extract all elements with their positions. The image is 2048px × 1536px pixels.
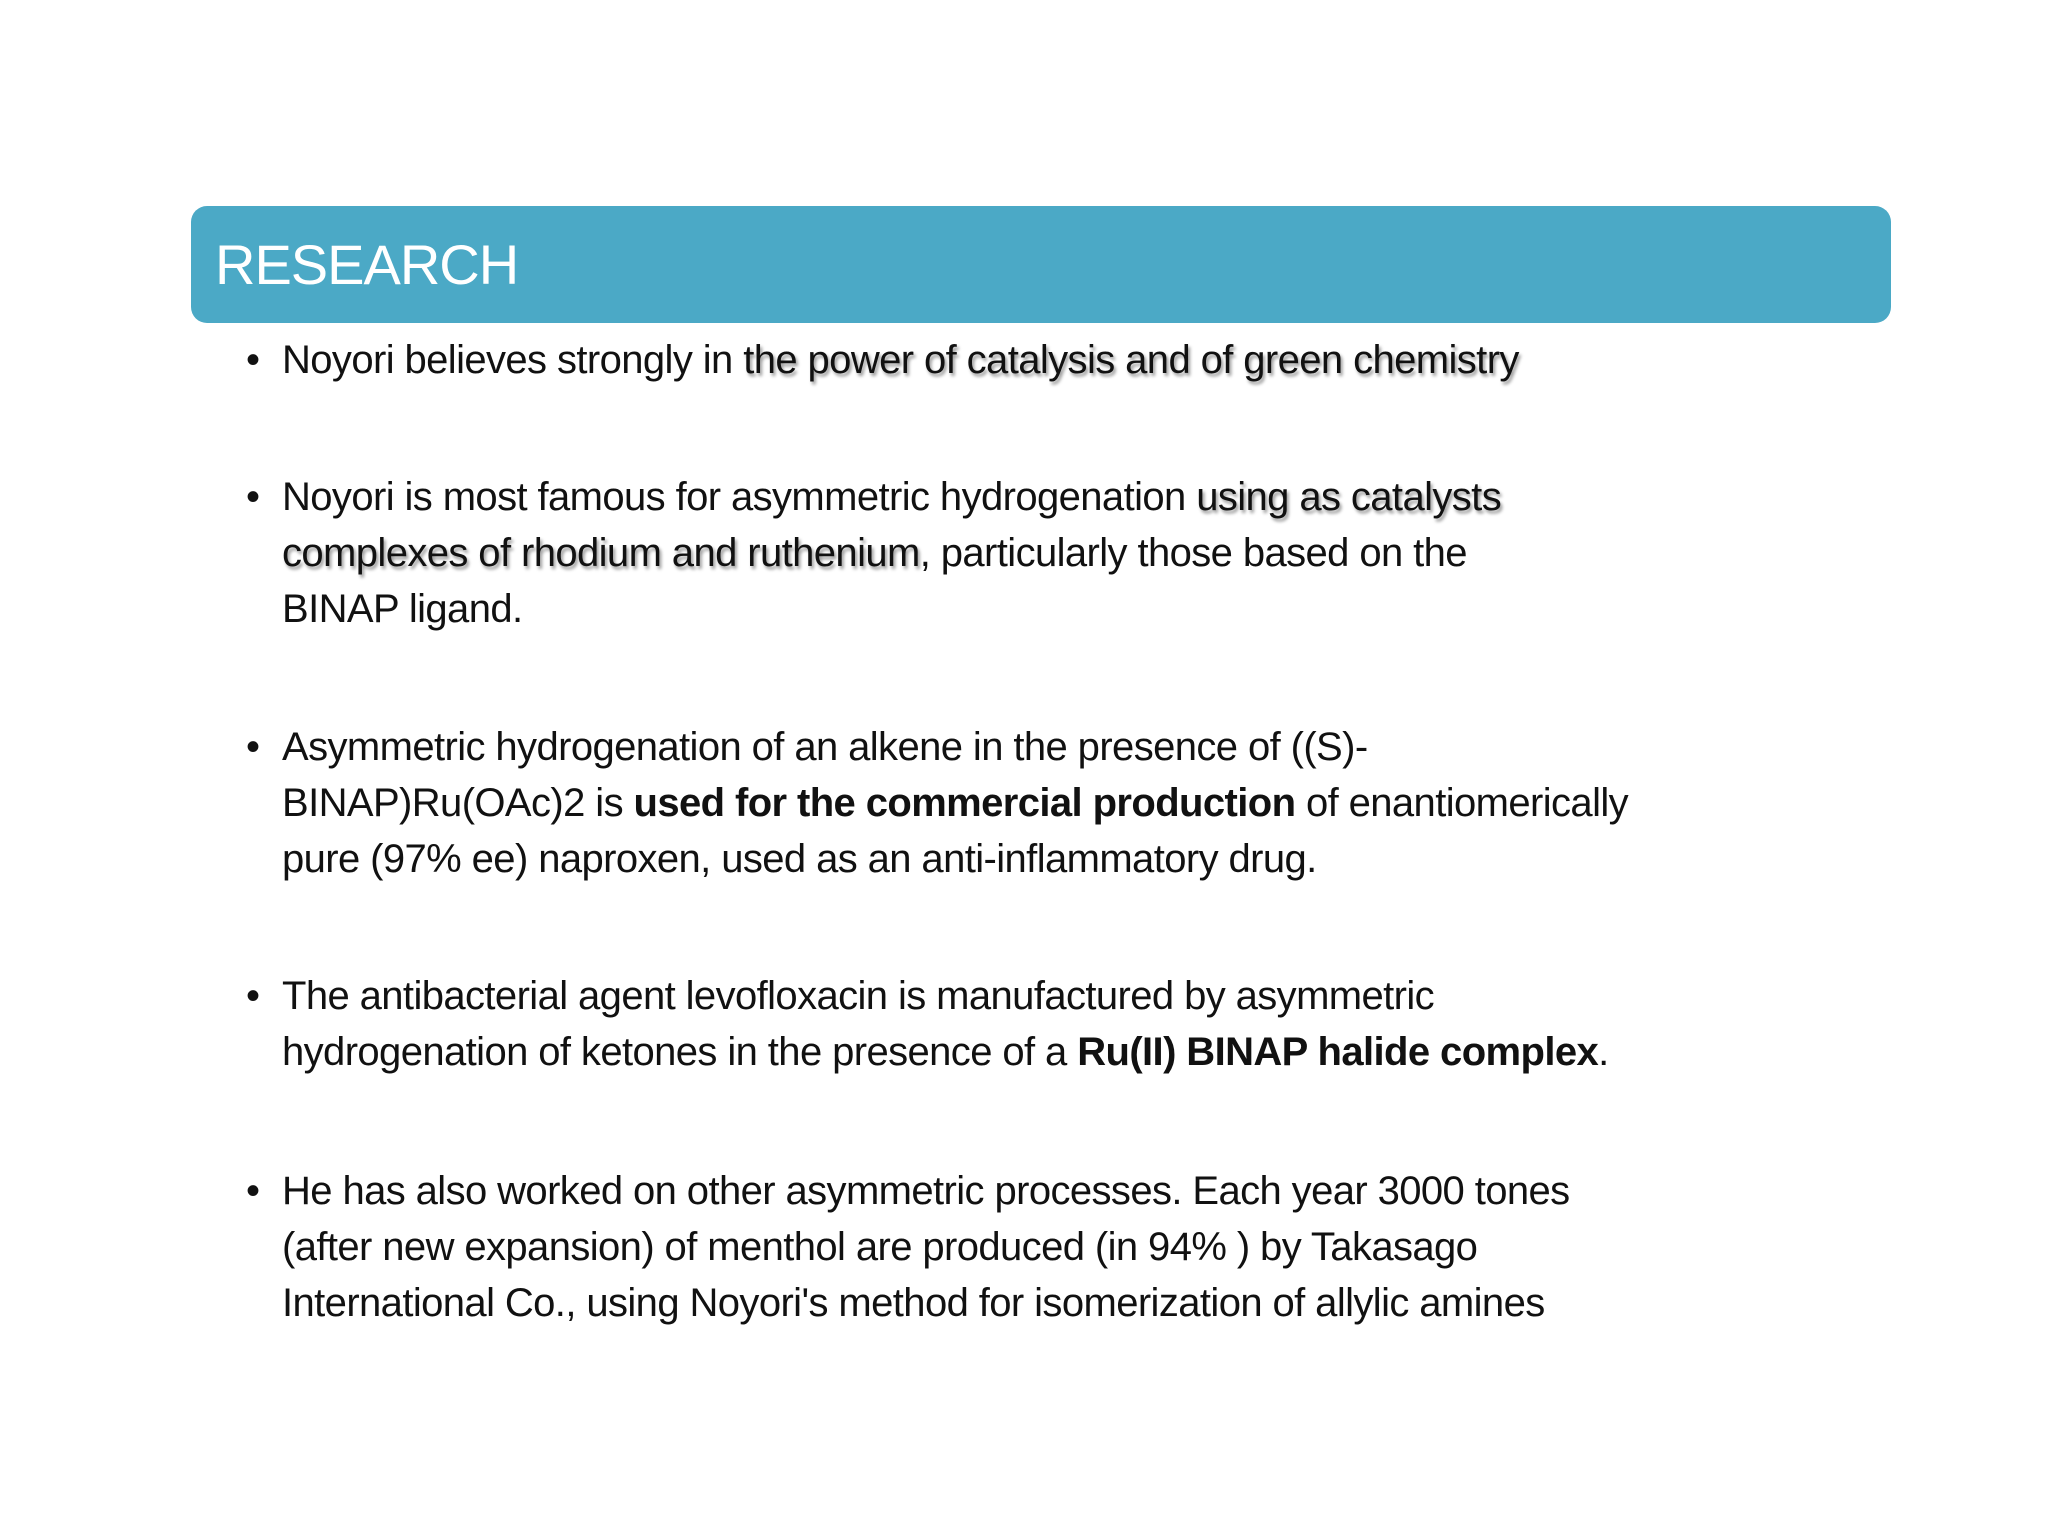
text-segment: BINAP ligand. <box>282 587 523 631</box>
bullet-line <box>282 332 1886 388</box>
bullet-line <box>282 1024 1886 1080</box>
bullet-line <box>282 719 1886 775</box>
text-segment: Asymmetric hydrogenation of an alkene in the presence of ((S)- <box>282 725 1368 769</box>
text-segment: Noyori believes strongly in <box>282 338 744 382</box>
text-segment: BINAP)Ru(OAc)2 is <box>282 781 634 825</box>
bullet-item <box>246 469 1886 637</box>
text-segment: , particularly those based on the <box>919 531 1467 575</box>
text-segment: International Co., using Noyori's method for isomerization of allylic amines <box>282 1281 1545 1325</box>
bullet-icon: • <box>246 1169 261 1213</box>
bullet-item <box>246 1163 1886 1331</box>
section-title: RESEARCH <box>215 233 519 296</box>
bullet-line <box>282 1219 1886 1275</box>
bullet-icon: • <box>246 475 261 519</box>
text-segment: Noyori is most famous for asymmetric hydrogenation <box>282 475 1197 519</box>
text-segment: (after new expansion) of menthol are produced (in 94% ) by Takasago <box>282 1225 1478 1269</box>
bullet-line <box>282 775 1886 831</box>
text-segment: He has also worked on other asymmetric processes. Each year 3000 tones <box>282 1169 1570 1213</box>
bullet-item <box>246 719 1886 887</box>
bullet-line <box>282 469 1886 525</box>
bullet-icon: • <box>246 974 261 1018</box>
bold-text: used for the commercial production <box>633 781 1296 825</box>
highlighted-text: the power of catalysis and of green chemistry <box>743 338 1519 382</box>
bullet-line <box>282 831 1886 887</box>
highlighted-text: complexes of rhodium and ruthenium <box>282 531 920 575</box>
bullet-item <box>246 968 1886 1080</box>
text-segment: pure (97% ee) naproxen, used as an anti-inflammatory drug. <box>282 837 1317 881</box>
text-segment: of enantiomerically <box>1295 781 1629 825</box>
text-segment: . <box>1598 1030 1609 1074</box>
bullet-line <box>282 968 1886 1024</box>
bullet-line <box>282 1275 1886 1331</box>
bullet-item <box>246 332 1886 388</box>
text-segment: The antibacterial agent levofloxacin is manufactured by asymmetric <box>282 974 1435 1018</box>
highlighted-text: using as catalysts <box>1196 475 1502 519</box>
text-segment: hydrogenation of ketones in the presence of a <box>282 1030 1078 1074</box>
bullet-icon: • <box>246 338 261 382</box>
section-header-bar <box>191 206 1891 323</box>
bullet-line <box>282 525 1886 581</box>
bullet-line <box>282 581 1886 637</box>
bullet-line <box>282 1163 1886 1219</box>
bullet-icon: • <box>246 725 261 769</box>
bold-text: Ru(II) BINAP halide complex <box>1077 1030 1599 1074</box>
